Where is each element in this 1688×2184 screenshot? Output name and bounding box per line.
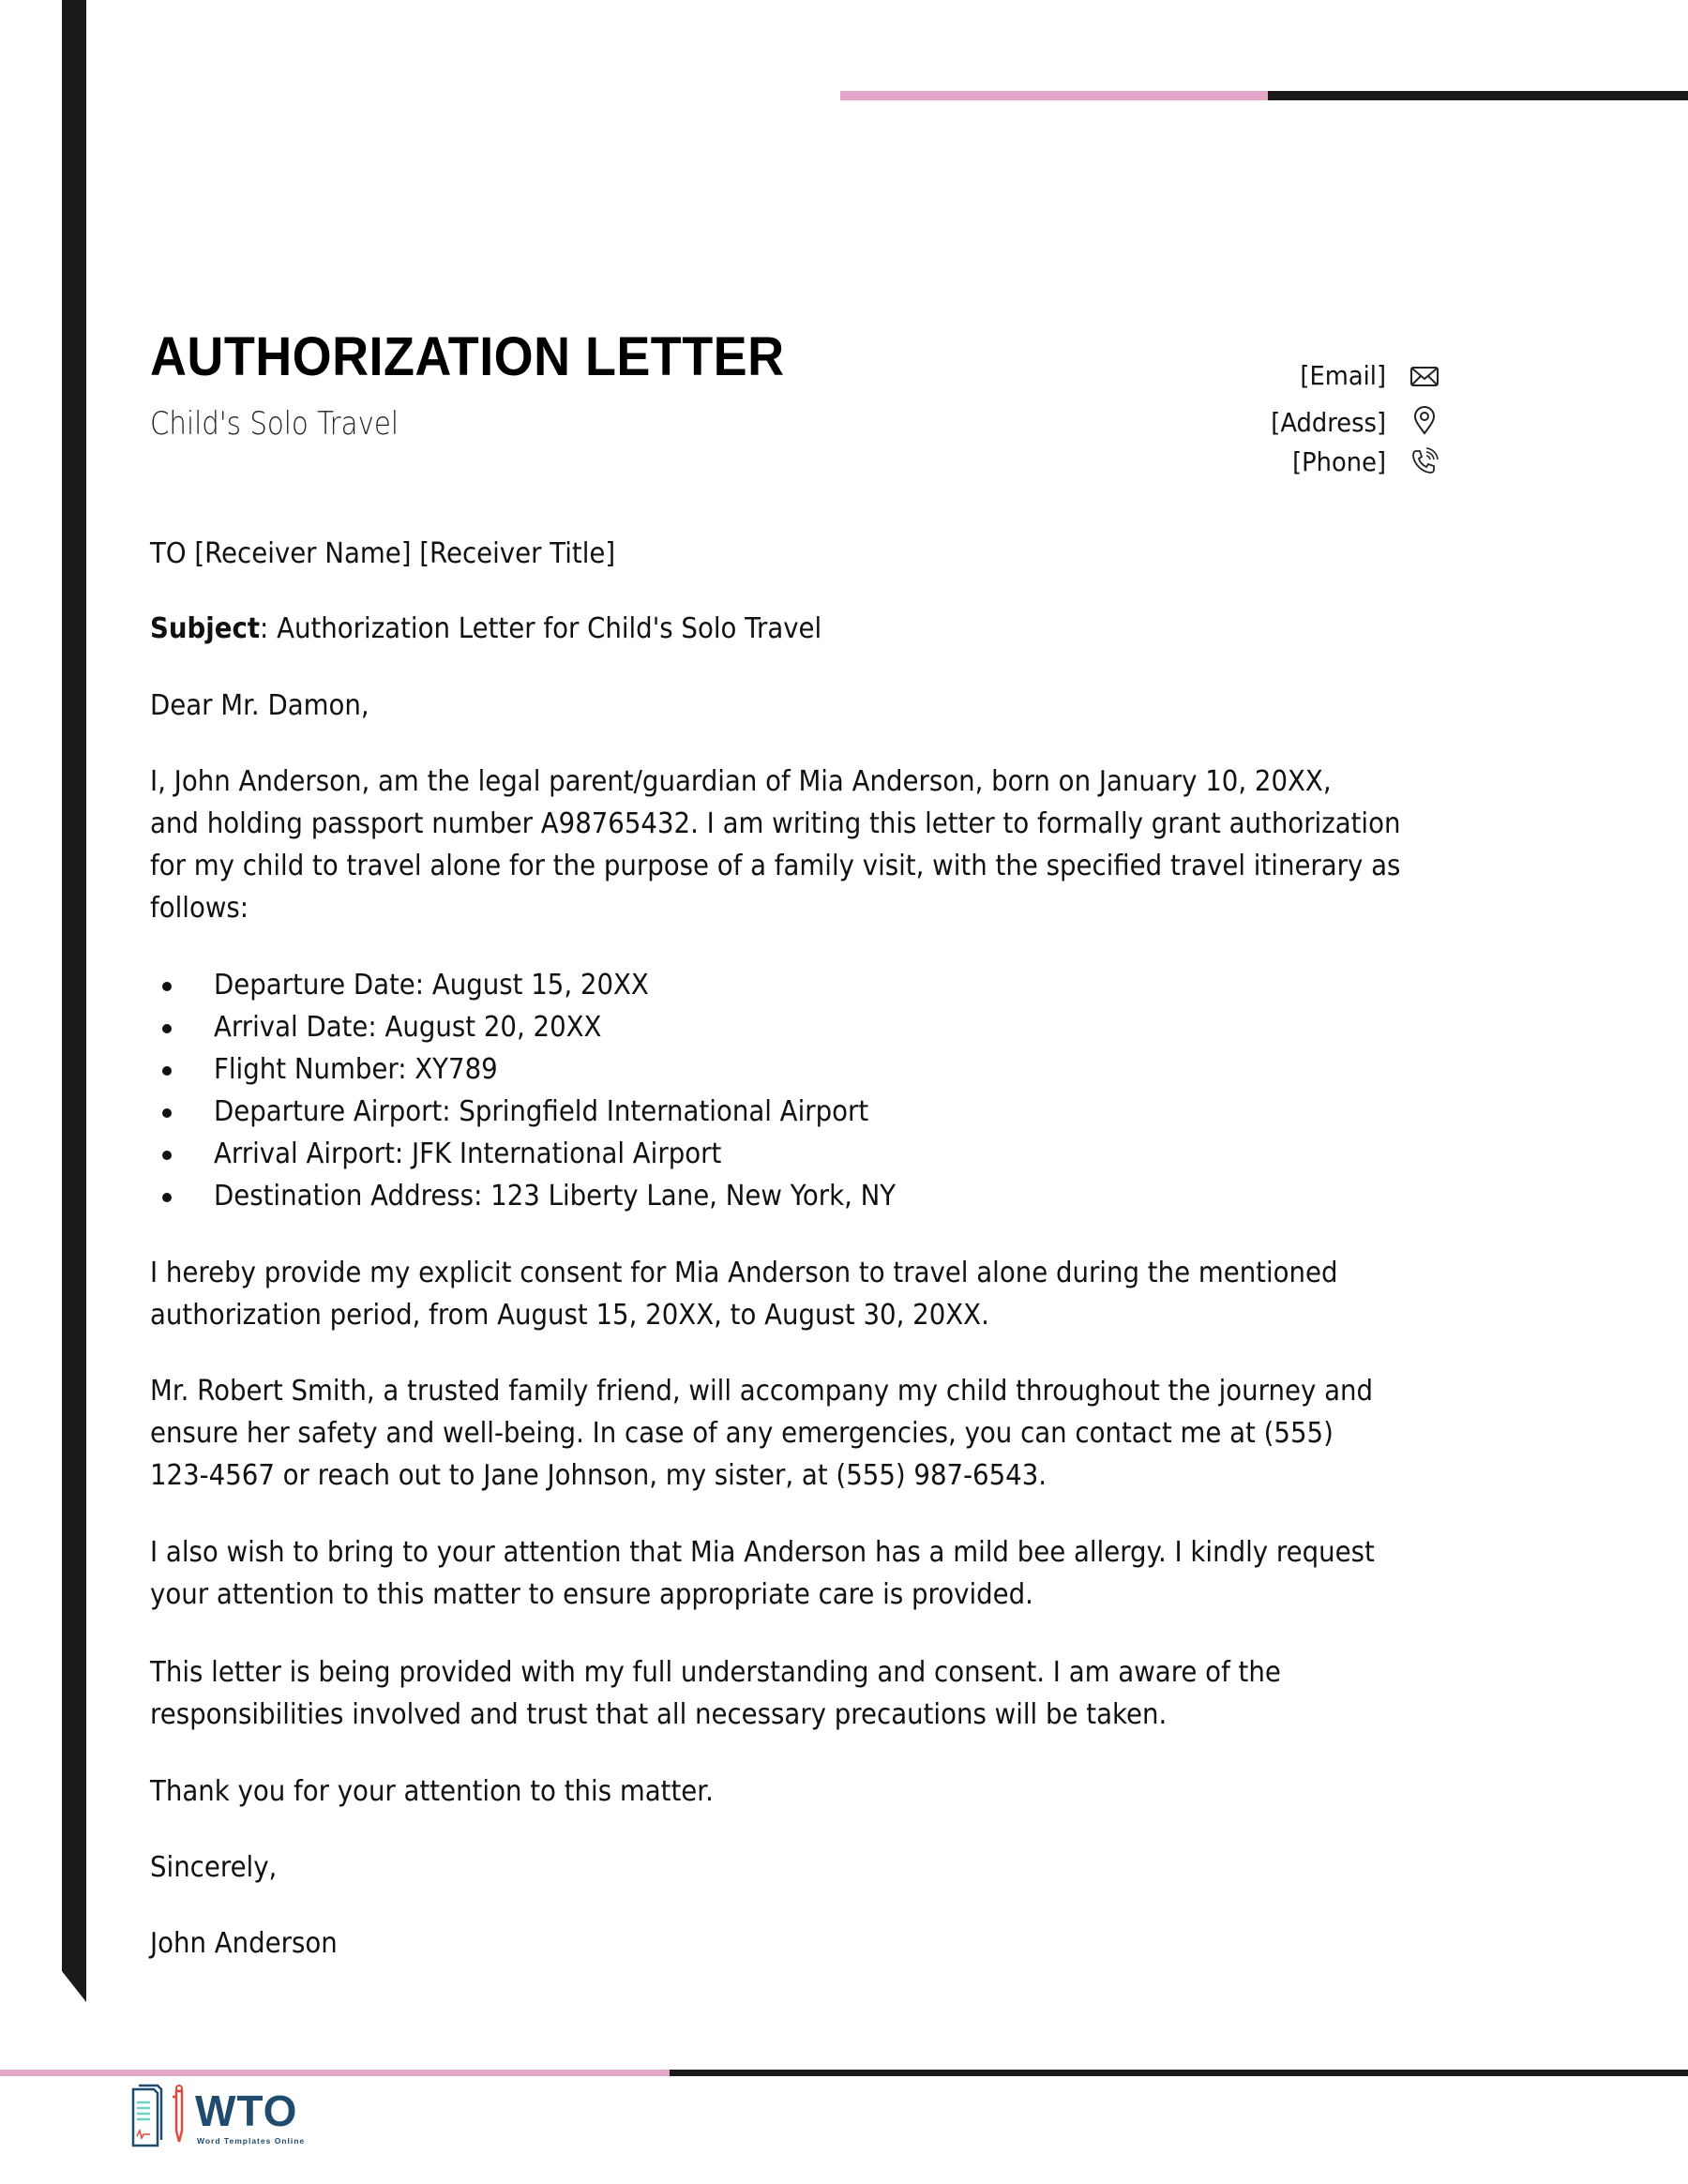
bullet-icon [162, 1193, 172, 1202]
itinerary-list [150, 964, 1547, 1217]
list-item: Departure Date: August 15, 20XX [150, 964, 1547, 1006]
contact-email: [Email] [1300, 360, 1386, 391]
intro-paragraph: I, John Anderson, am the legal parent/guardian of Mia Anderson, born on January 10, 20XX, and holding passport number A98765432. I am writing this letter to formally grant authorization for my child to travel alone for the purpose of a family visit, with the specified travel itinerary as follows: [150, 765, 1401, 925]
envelope-icon [1409, 361, 1439, 391]
recipient-line: TO [Receiver Name] [Receiver Title] [150, 537, 616, 570]
map-pin-icon [1409, 405, 1439, 435]
logo-wordmark: WTO [195, 2086, 298, 2135]
list-item: Destination Address: 123 Liberty Lane, New York, NY [150, 1175, 1547, 1217]
list-item: Arrival Airport: JFK International Airport [150, 1133, 1547, 1175]
left-accent-bar [62, 0, 86, 2002]
top-rule-pink [840, 91, 1268, 100]
list-item: Arrival Date: August 20, 20XX [150, 1006, 1547, 1048]
subject-text: : Authorization Letter for Child's Solo Travel [260, 612, 822, 645]
wto-logo [129, 2084, 317, 2151]
list-item: Departure Airport: Springfield International Airport [150, 1091, 1547, 1133]
document-title: AUTHORIZATION LETTER [150, 326, 785, 387]
contact-phone: [Phone] [1292, 446, 1386, 477]
bullet-icon [162, 982, 172, 991]
list-item: Flight Number: XY789 [150, 1048, 1547, 1091]
bullet-icon [162, 1108, 172, 1118]
thanks-line: Thank you for your attention to this matter. [150, 1775, 714, 1808]
signature-name: John Anderson [150, 1927, 338, 1960]
bullet-icon [162, 1024, 172, 1033]
bottom-rule-pink [0, 2070, 670, 2076]
bottom-rule-dark [670, 2070, 1688, 2076]
document-pen-icon [129, 2084, 195, 2151]
salutation: Dear Mr. Damon, [150, 689, 369, 722]
consent-paragraph: I hereby provide my explicit consent for Mia Anderson to travel alone during the mentioned authorization period, from August 15, 20XX, to August 30, 20XX. [150, 1257, 1338, 1332]
phone-icon [1409, 446, 1439, 476]
document-subtitle: Child's Solo Travel [150, 405, 399, 443]
closing-line: Sincerely, [150, 1851, 278, 1884]
bullet-icon [162, 1151, 172, 1160]
bullet-icon [162, 1066, 172, 1076]
companion-paragraph: Mr. Robert Smith, a trusted family friend, will accompany my child throughout the journey and ensure her safety and well-being. In case of any emergencies, you can contact me at (555) 123-4567 or reach out to Jane Johnson, my sister, at (555) 987-6543. [150, 1375, 1374, 1492]
top-rule-dark [1268, 91, 1688, 100]
logo-tagline: Word Templates Online [197, 2136, 306, 2146]
subject-label: Subject [150, 612, 261, 645]
understanding-paragraph: This letter is being provided with my full understanding and consent. I am aware of the responsibilities involved and trust that all necessary precautions will be taken. [150, 1656, 1281, 1731]
allergy-paragraph: I also wish to bring to your attention that Mia Anderson has a mild bee allergy. I kindly request your attention to this matter to ensure appropriate care is provided. [150, 1536, 1375, 1611]
subject-line [150, 608, 1547, 650]
contact-address: [Address] [1271, 407, 1386, 438]
